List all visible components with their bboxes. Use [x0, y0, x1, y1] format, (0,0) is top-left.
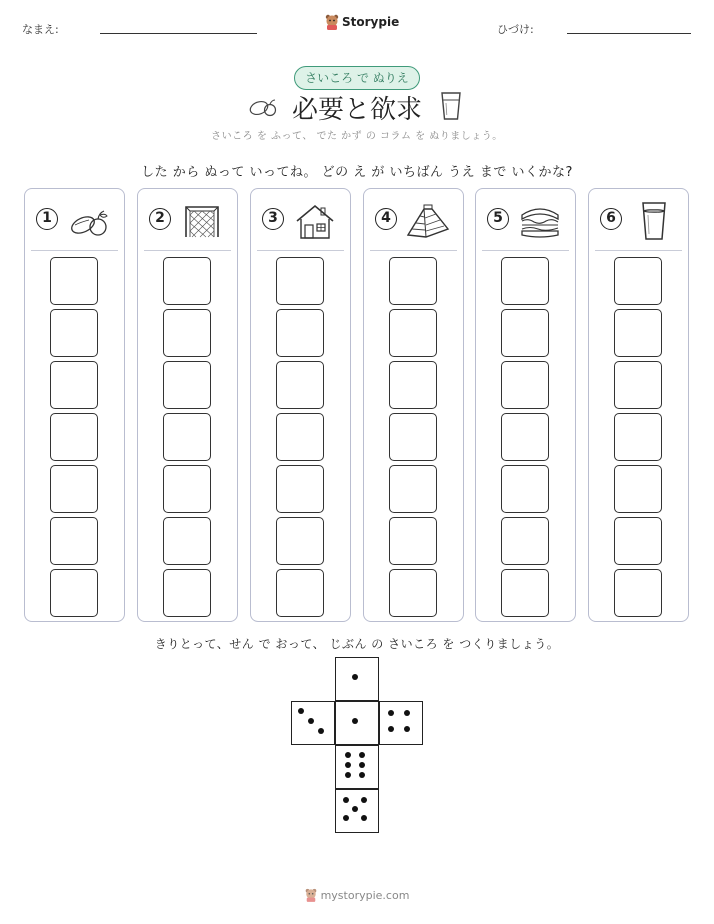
- column-header: [476, 189, 575, 251]
- column-divider: [257, 250, 344, 251]
- color-box[interactable]: [501, 517, 549, 565]
- soccer-goal-icon: [180, 201, 224, 241]
- brand-logo: [325, 14, 399, 30]
- color-box[interactable]: [501, 361, 549, 409]
- name-label: なまえ:: [22, 23, 59, 36]
- date-label: ひづけ:: [497, 23, 534, 36]
- die-pip: [359, 762, 365, 768]
- brand-name: Storypie: [342, 15, 400, 29]
- color-box[interactable]: [276, 413, 324, 461]
- color-box[interactable]: [163, 465, 211, 513]
- color-box[interactable]: [501, 257, 549, 305]
- color-box[interactable]: [614, 309, 662, 357]
- footer: [0, 888, 714, 902]
- color-box[interactable]: [389, 569, 437, 617]
- column-number: 5: [487, 208, 509, 230]
- color-box[interactable]: [50, 257, 98, 305]
- color-box[interactable]: [50, 413, 98, 461]
- die-pip: [352, 806, 358, 812]
- color-box[interactable]: [163, 361, 211, 409]
- color-box[interactable]: [614, 569, 662, 617]
- color-box[interactable]: [389, 517, 437, 565]
- color-box[interactable]: [501, 569, 549, 617]
- die-pip: [361, 815, 367, 821]
- die-face-3: [291, 701, 335, 745]
- die-pip: [352, 674, 358, 680]
- die-pip: [359, 772, 365, 778]
- color-box[interactable]: [389, 413, 437, 461]
- column-4[interactable]: [363, 188, 464, 622]
- column-6[interactable]: [588, 188, 689, 622]
- color-box[interactable]: [614, 413, 662, 461]
- house-icon: [293, 201, 337, 241]
- color-box[interactable]: [614, 517, 662, 565]
- color-box[interactable]: [163, 517, 211, 565]
- die-pip: [404, 710, 410, 716]
- color-box[interactable]: [501, 465, 549, 513]
- column-number: 6: [600, 208, 622, 230]
- color-box[interactable]: [276, 361, 324, 409]
- color-box[interactable]: [50, 361, 98, 409]
- color-box[interactable]: [50, 517, 98, 565]
- column-header: [138, 189, 237, 251]
- color-box[interactable]: [389, 465, 437, 513]
- die-face-4: [379, 701, 423, 745]
- die-pip: [361, 797, 367, 803]
- color-box[interactable]: [276, 569, 324, 617]
- color-box[interactable]: [163, 309, 211, 357]
- die-pip: [318, 728, 324, 734]
- column-3[interactable]: [250, 188, 351, 622]
- column-5[interactable]: [475, 188, 576, 622]
- color-box[interactable]: [276, 517, 324, 565]
- die-pip: [298, 708, 304, 714]
- column-number: 2: [149, 208, 171, 230]
- sandwich-icon: [518, 201, 562, 241]
- die-pip: [388, 710, 394, 716]
- column-header: [251, 189, 350, 251]
- pyramid-icon: [406, 201, 450, 241]
- die-pip: [343, 815, 349, 821]
- subtitle: さいころ を ふって、 でた かず の コラム を ぬりましょう。: [211, 131, 503, 142]
- activity-badge: さいころ で ぬりえ: [294, 66, 420, 90]
- column-divider: [144, 250, 231, 251]
- storypie-mascot-icon: [305, 888, 317, 902]
- title-glass-icon: [440, 91, 462, 121]
- column-number: 4: [375, 208, 397, 230]
- die-pip: [345, 762, 351, 768]
- column-header: [589, 189, 688, 251]
- glass-of-water-icon: [631, 201, 675, 241]
- die-pip: [404, 726, 410, 732]
- page-title: 必要と欲求: [291, 95, 422, 125]
- column-divider: [482, 250, 569, 251]
- name-write-line[interactable]: [100, 33, 257, 34]
- color-box[interactable]: [50, 569, 98, 617]
- column-number: 3: [262, 208, 284, 230]
- color-box[interactable]: [276, 309, 324, 357]
- color-box[interactable]: [389, 309, 437, 357]
- column-1[interactable]: [24, 188, 125, 622]
- die-pip: [388, 726, 394, 732]
- column-number: 1: [36, 208, 58, 230]
- die-pip: [345, 772, 351, 778]
- die-face-5: [335, 789, 379, 833]
- column-header: [25, 189, 124, 251]
- color-box[interactable]: [501, 413, 549, 461]
- die-pip: [359, 752, 365, 758]
- color-box[interactable]: [389, 361, 437, 409]
- instruction: した から ぬって いってね。 どの え が いちばん うえ まで いくかな?: [141, 165, 573, 180]
- date-write-line[interactable]: [567, 33, 691, 34]
- color-box[interactable]: [614, 257, 662, 305]
- color-box[interactable]: [163, 413, 211, 461]
- cut-instruction: きりとって、せん で おって、 じぶん の さいころ を つくりましょう。: [154, 637, 560, 651]
- die-pip: [345, 752, 351, 758]
- color-box[interactable]: [276, 465, 324, 513]
- column-divider: [595, 250, 682, 251]
- color-box[interactable]: [614, 361, 662, 409]
- color-box[interactable]: [501, 309, 549, 357]
- color-box[interactable]: [614, 465, 662, 513]
- column-divider: [370, 250, 457, 251]
- die-pip: [343, 797, 349, 803]
- column-2[interactable]: [137, 188, 238, 622]
- die-face-6: [335, 745, 379, 789]
- color-box[interactable]: [163, 569, 211, 617]
- color-box[interactable]: [389, 257, 437, 305]
- color-box[interactable]: [50, 309, 98, 357]
- color-box[interactable]: [163, 257, 211, 305]
- column-header: [364, 189, 463, 251]
- die-face-1: [335, 701, 379, 745]
- color-box[interactable]: [50, 465, 98, 513]
- die-pip: [308, 718, 314, 724]
- fruit-icon: [67, 201, 111, 241]
- die-pip: [352, 718, 358, 724]
- die-face-1: [335, 657, 379, 701]
- color-box[interactable]: [276, 257, 324, 305]
- storypie-mascot-icon: [325, 14, 339, 30]
- footer-url[interactable]: mystorypie.com: [320, 888, 410, 902]
- column-divider: [31, 250, 118, 251]
